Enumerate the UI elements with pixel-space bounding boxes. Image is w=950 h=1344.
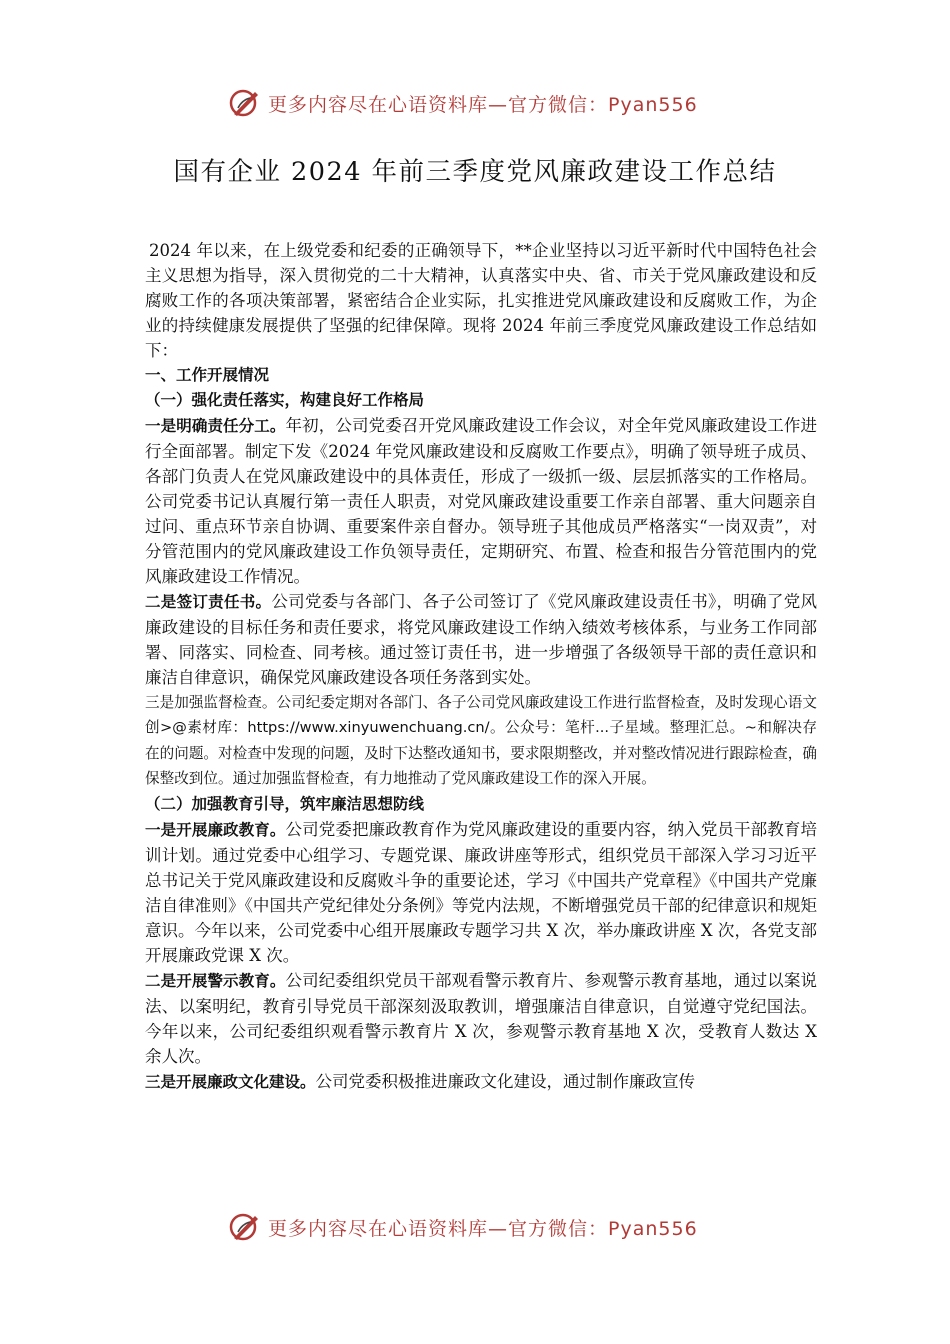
paragraph-body: 年初，公司党委召开党风廉政建设工作会议，对全年党风廉政建设工作进行全面部署。制定下发《2024 年党风廉政建设和反腐败工作要点》，明确了领导班子成员、各部门负责人在党风廉政建设中的具体责任，形成了一级抓一级、层层抓落实的工作格局。公司党委书记认真履行第一责任人职责，对党风廉政建设重要工作亲自部署、重大问题亲自过问、重点环节亲自协调、重要案件亲自督办。领导班子其他成员严格落实“一岗双责”，对分管范围内的党风廉政建设工作负领导责任，定期研究、布置、检查和报告分管范围内的党风廉政建设工作情况。 (145, 416, 817, 586)
document-title: 国有企业 2024 年前三季度党风廉政建设工作总结 (173, 157, 777, 187)
paragraph-inserted-note: 三是加强监督检查。公司纪委定期对各部门、各子公司党风廉政建设工作进行监督检查，及时发现心语文创>@素材库：https://www.xinyuwenchuang.cn/。公众号：笔杆...子星域。整理汇总。~和解决存在的问题。对检查中发现的问题，及时下达整改通知书，要求限期整改，并对整改情况进行跟踪检查，确保整改到位。通过加强监督检查，有力地推动了党风廉政建设工作的深入开展。 (145, 694, 817, 788)
paragraph (145, 413, 817, 589)
paragraph (145, 589, 817, 690)
paragraph-lead: 一是开展廉政教育。 (145, 820, 286, 839)
footer-banner (0, 1208, 950, 1248)
banner-text: 更多内容尽在心语资料库—官方微信：Pyan556 (268, 1218, 698, 1240)
section-heading: 一、工作开展情况 (145, 366, 270, 384)
paragraph-lead: 一是明确责任分工。 (145, 417, 286, 435)
paragraph-lead: 二是签订责任书。 (145, 593, 272, 611)
subsection-heading: （一）强化责任落实，构建良好工作格局 (145, 391, 425, 409)
paragraph-body: 公司党委积极推进廉政文化建设，通过制作廉政宣传 (315, 1071, 696, 1091)
paragraph-body: 公司纪委组织党员干部观看警示教育片、参观警示教育基地，通过以案说法、以案明纪，教育引导党员干部深刻汲取教训，增强廉洁自律意识，自觉遵守党纪国法。今年以来，公司纪委组织观看警示教育片 X 次，参观警示教育基地 X 次，受教育人数达 X 余人次。 (145, 970, 817, 1066)
pen-logo-icon (228, 1210, 262, 1244)
header-banner (0, 84, 950, 124)
pen-logo-icon (228, 86, 262, 120)
paragraph (145, 968, 817, 1069)
paragraph-body: 公司党委把廉政教育作为党风廉政建设的重要内容，纳入党员干部教育培训计划。通过党委中心组学习、专题党课、廉政讲座等形式，组织党员干部深入学习习近平总书记关于党风廉政建设和反腐败斗争的重要论述，学习《中国共产党章程》《中国共产党廉洁自律准则》《中国共产党纪律处分条例》等党内法规，不断增强党员干部的纪律意识和规矩意识。今年以来，公司党委中心组开展廉政专题学习共 X 次，举办廉政讲座 X 次，各党支部开展廉政党课 X 次。 (145, 819, 817, 965)
paragraph-body: 公司党委与各部门、各子公司签订了《党风廉政建设责任书》，明确了党风廉政建设的目标任务和责任要求，将党风廉政建设工作纳入绩效考核体系，与业务工作同部署、同落实、同检查、同考核。通过签订责任书，进一步增强了各级领导干部的责任意识和廉洁自律意识，确保党风廉政建设各项任务落到实处。 (145, 592, 817, 687)
paragraph-lead: 三是开展廉政文化建设。 (145, 1072, 316, 1091)
intro-paragraph: 2024 年以来，在上级党委和纪委的正确领导下，**企业坚持以习近平新时代中国特色社会主义思想为指导，深入贯彻党的二十大精神，认真落实中央、省、市关于党风廉政建设和反腐败工作的各项决策部署，紧密结合企业实际，扎实推进党风廉政建设和反腐败工作，为企业的持续健康发展提供了坚强的纪律保障。现将 2024 年前三季度党风廉政建设工作总结如下： (145, 241, 817, 360)
paragraph-lead: 二是开展警示教育。 (145, 971, 286, 990)
paragraph (145, 1069, 817, 1095)
paragraph (145, 817, 817, 968)
banner-text: 更多内容尽在心语资料库—官方微信：Pyan556 (268, 94, 698, 116)
document-body (145, 238, 817, 1095)
subsection-heading: （二）加强教育引导，筑牢廉洁思想防线 (145, 794, 425, 813)
